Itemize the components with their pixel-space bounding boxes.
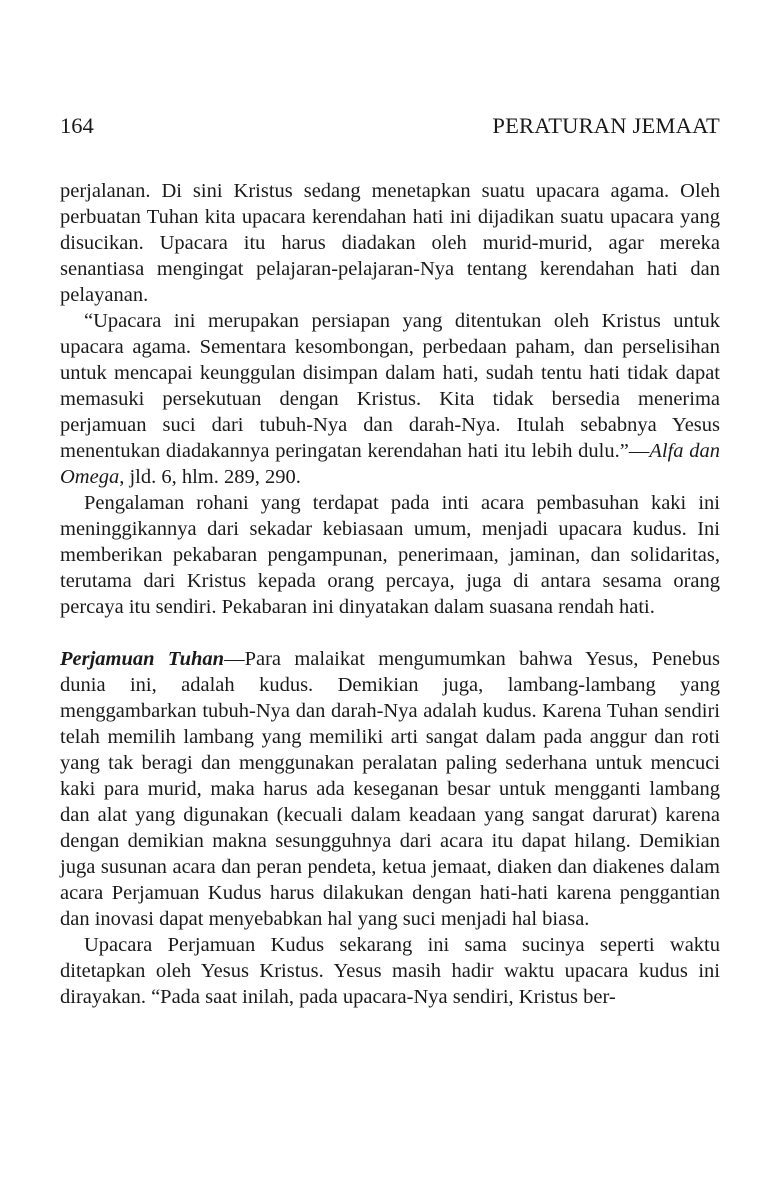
paragraph-text: perjalanan. Di sini Kristus sedang menetapkan suatu upacara agama. Oleh perbuatan Tuhan kita upacara kerendahan hati ini dijadikan suatu upacara yang disucikan. Upacara itu harus diadakan oleh murid-murid, agar mereka senantiasa mengingat pelajaran-pelajaran-Nya tentang kerendahan hati dan pelayanan.: [60, 180, 720, 306]
paragraph-quotation: [60, 308, 720, 490]
paragraph-text: Upacara Perjamuan Kudus sekarang ini sama sucinya seperti waktu ditetapkan oleh Yesus Kristus. Yesus masih hadir waktu upacara kudus ini dirayakan. “Pada saat inilah, pada upacara-Nya sendiri, Kristus ber-: [60, 934, 720, 1008]
running-header: [60, 112, 720, 140]
paragraph-text: Pengalaman rohani yang terdapat pada inti acara pembasuhan kaki ini meninggikannya dari sekadar kebiasaan umum, menjadi upacara kudus. Ini memberikan pekabaran pengampunan, penerimaan, jaminan, dan solidaritas, terutama dari Kristus kepada orang percaya, juga di antara sesama orang percaya itu sendiri. Pekabaran ini dinyatakan dalam suasana rendah hati.: [60, 492, 720, 618]
paragraph-spiritual-experience: [60, 490, 720, 620]
citation-title: Alfa dan Omega: [60, 440, 720, 488]
running-title: PERATURAN JEMAAT: [492, 113, 720, 138]
book-page: [60, 112, 720, 1010]
quotation-text: “Upacara ini merupakan persiapan yang ditentukan oleh Kristus untuk upacara agama. Sementara kesombongan, perbedaan paham, dan perselisihan untuk mencapai keunggulan disimpan dalam hati, sudah tentu hati tidak dapat memasuki persekutuan dengan Kristus. Kita tidak bersedia menerima perjamuan suci dari tubuh-Nya dan darah-Nya. Itulah sebabnya Yesus menentukan diadakannya peringatan kerendahan hati itu lebih dulu.”—: [60, 310, 720, 462]
citation-reference: , jld. 6, hlm. 289, 290.: [119, 466, 301, 488]
paragraph-communion: [60, 932, 720, 1010]
paragraph-lords-supper: [60, 646, 720, 932]
body-text: [60, 178, 720, 1010]
paragraph-text: —Para malaikat mengumumkan bahwa Yesus, Penebus dunia ini, adalah kudus. Demikian juga, lambang-lambang yang menggambarkan tubuh-Nya dan darah-Nya adalah kudus. Karena Tuhan sendiri telah memilih lambang yang memiliki arti sangat dalam pada anggur dan roti yang tak beragi dan menggunakan peralatan paling sederhana untuk mencuci kaki para murid, maka harus ada keseganan besar untuk mengganti lambang dan alat yang digunakan (kecuali dalam keadaan yang sangat darurat) karena dengan demikian makna sesungguhnya dari acara itu dapat hilang. Demikian juga susunan acara dan peran pendeta, ketua jemaat, diaken dan diakenes dalam acara Perjamuan Kudus harus dilakukan dengan hati-hati karena penggantian dan inovasi dapat menyebabkan hal yang suci menjadi hal biasa.: [60, 648, 720, 930]
page-number: 164: [60, 113, 94, 138]
section-heading: Perjamuan Tuhan: [60, 648, 225, 670]
paragraph-continuation: [60, 178, 720, 308]
